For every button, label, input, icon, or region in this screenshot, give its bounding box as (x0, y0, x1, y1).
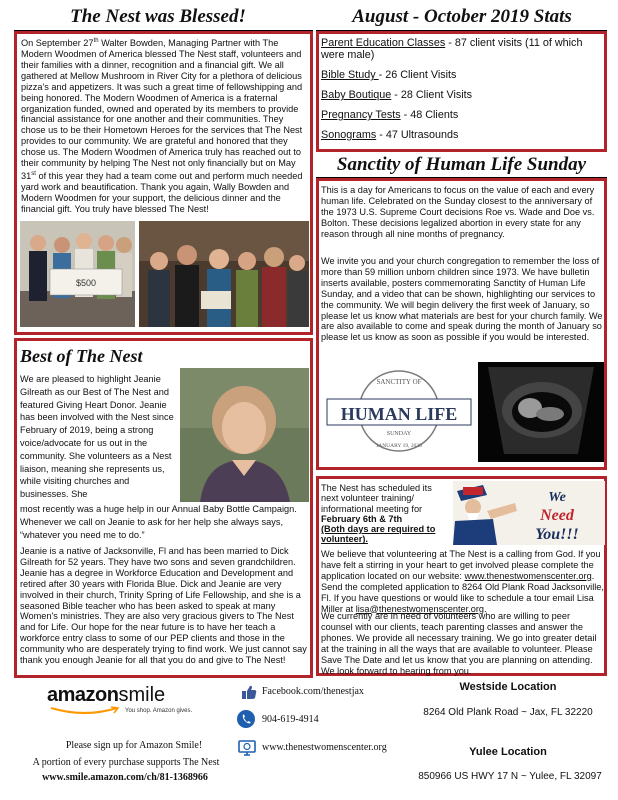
logo-date-text: JANUARY 19, 2020 (376, 443, 422, 449)
poster-line-2: Need (540, 507, 574, 524)
sanctity-para-2: We invite you and your church congregation to remember the loss of more than 59 million unborn children since 1973. We have bulletin inserts available, posters commemorating Sanctity of Human Life Sunday, and a video that can be shown, highlighting our services to the community. We will begin delivery the first week of January, so please let us know what materials are best for your church family. We are also available to come and speak during the month of January so please let us know as soon as possible if you would be interested. (321, 256, 603, 343)
volunteer-website-link[interactable]: www.thenestwomenscenter.org (464, 570, 592, 581)
website-icon[interactable] (238, 739, 256, 757)
stat-item-bible-study: Bible Study - 26 Client Visits (321, 69, 457, 81)
volunteer-email-link[interactable]: lisa@thenestwomenscenter.org (355, 603, 485, 614)
smile-logo-text: smile (118, 684, 166, 706)
sanctity-para-1: This is a day for Americans to focus on the value of each and every human life. Celebrated on the Sunday closest to the anniversary of the 1973 U.S. Supreme Court decisions Roe vs. Wade and Doe vs. Bolton. These decisions legalized abortion in every state for any reason through all nine months of pregnancy. (321, 185, 595, 239)
amazon-tagline: You shop. Amazon gives. (125, 708, 193, 714)
best-section (14, 338, 313, 678)
logo-main-text: HUMAN LIFE (340, 404, 458, 424)
best-para-1-top: We are pleased to highlight Jeanie Gilreath as our Best of The Nest and featured Giving Heart Donor. Jeanie has been involved with the Nest since February of 2019, being a strong voice/advocate for us out in the community. She volunteers as a Nest liaison, meaning she represents us, while visiting churches and businesses. She (20, 374, 174, 500)
we-need-you-poster (453, 481, 605, 545)
stat-item-parent-education: Parent Education Classes - 87 client visits (11 of which (321, 37, 583, 49)
blessed-section (14, 31, 313, 335)
human-life-logo (323, 365, 475, 458)
volunteer-dates: February 6th & 7th (321, 513, 403, 524)
blessed-title: The Nest was Blessed! (70, 6, 246, 27)
amazon-portion-text: A portion of every purchase supports The Nest (32, 757, 220, 768)
amazon-logo-text: amazon (47, 684, 119, 706)
amazon-smile-logo (47, 684, 207, 720)
amazon-smile-arrow-icon (49, 706, 121, 716)
check-presentation-photo (20, 221, 135, 327)
check-amount: $500 (75, 278, 97, 288)
westside-location-title: Westside Location (459, 681, 557, 693)
yulee-address: 850966 US HWY 17 N ~ Yulee, FL 32097 (418, 771, 602, 782)
logo-sunday-text: SUNDAY (386, 431, 412, 437)
stat-item-pregnancy-tests: Pregnancy Tests - 48 Clients (321, 109, 459, 121)
logo-top-text: SANCTITY OF (376, 378, 422, 386)
stats-section (316, 31, 607, 152)
best-para-2: Jeanie is a native of Jacksonville, Fl and has been married to Dick Gilreath for 52 years. They have two sons and seven grandchildren. Jeanie has a degree in Workforce Education and Development and retired after 30 years with Florida Blue. Dick and Jeanie are very involved in their church, Trinity Spring of Life Fellowship, and she is a seasoned Bible teacher who has been asked to speak at many Women's ministries. They are also very gracious givers to The Nest and for Life. Our hope for the near future is to have her teach a workforce entry class to some of our PEP clients and those in the community who are desperately trying to find work. We just cannot say thank you enough Jeanie for all that you do and give to The Nest! (20, 546, 307, 666)
yulee-location-title: Yulee Location (469, 746, 547, 758)
best-para-1-full: most recently was a huge help in our Annual Baby Bottle Campaign. Whenever we call on Jeanie to ask for her help she always says, “whatever you need me to do.” (20, 504, 297, 540)
amazon-signup-text: Please sign up for Amazon Smile! (65, 740, 203, 751)
volunteer-intro: The Nest has scheduled its next volunteer training/ informational meeting for February 6th & 7th (Both days are required to volunteer). (321, 483, 436, 545)
volunteer-para-2: We believe that volunteering at The Nest is a calling from God. If you have felt a stirring in your heart to get involved please complete the application located on our website: www.thenestwomenscenter.org. Send the completed application to 8264 Old Plank Road Jacksonville, Fl. If you have questions or would like to schedule a tour email Lisa Miller at lisa@thenestwomenscenter.org. (321, 549, 604, 614)
jeanie-portrait (180, 368, 309, 502)
stat-item-parent-education-cont: were male) (321, 49, 375, 61)
best-title: Best of The Nest (20, 346, 143, 366)
stat-item-sonograms: Sonograms - 47 Ultrasounds (321, 129, 459, 141)
phone-icon[interactable] (237, 710, 255, 728)
volunteer-days-note: (Both days are required to volunteer). (321, 524, 436, 545)
stats-title: August - October 2019 Stats (352, 6, 572, 27)
poster-line-3: You!!! (535, 526, 579, 543)
group-dinner-photo (139, 221, 309, 327)
blessed-body: On September 27th Walter Bowden, Managing Partner with The Modern Woodmen of America blessed The Nest staff, volunteers and their families with a dinner, recognition and a financial gift. We all gathered at Mellow Mushroom in River City for a plethora of delicious pizza's and appetizers. It was such a great time of fellowshipping and being honored. The Modern Woodmen of America is a fraternal organization funded, owned and operated by its members to provide financial assistance for one another and their communities. They chose us to be their Hometown Heroes for the services that The Nest provides to our community. We are grateful and honored that they chose us. The Modern Woodmen of America truly has reached out to their community by helping The Nest not only financially but on May 31st of this year they had a team come out and perform much needed yard work and beautification. Thank you again, Wally Bowden and Modern Woodmen for your support, the delicious dinner and the financial gift. You truly have blessed The Nest! (21, 38, 303, 214)
amazon-url[interactable]: www.smile.amazon.com/ch/81-1368966 (42, 772, 208, 783)
poster-line-1: We (548, 490, 566, 505)
sanctity-section (316, 178, 607, 470)
facebook-icon[interactable] (240, 683, 258, 701)
westside-address: 8264 Old Plank Road ~ Jax, FL 32220 (423, 707, 593, 718)
phone-number[interactable]: 904-619-4914 (262, 714, 319, 725)
sanctity-title: Sanctity of Human Life Sunday (336, 154, 587, 175)
stats-list (321, 37, 605, 149)
website-link[interactable]: www.thenestwomenscenter.org (262, 742, 387, 753)
volunteer-section (316, 476, 607, 676)
volunteer-para-3: We currently are in need of volunteers who are willing to peer counsel with our clients, teach parenting classes and answer the phones. We provide all necessary training. We go into greater detail at the training in all the ways that are available to volunteer. Please Save The Date and let us know that you are planning on attending. We look forward to hearing from you. (321, 611, 597, 676)
ultrasound-image (478, 362, 604, 462)
stat-item-baby-boutique: Baby Boutique - 28 Client Visits (321, 89, 473, 101)
facebook-link[interactable]: Facebook.com/thenestjax (262, 686, 364, 697)
